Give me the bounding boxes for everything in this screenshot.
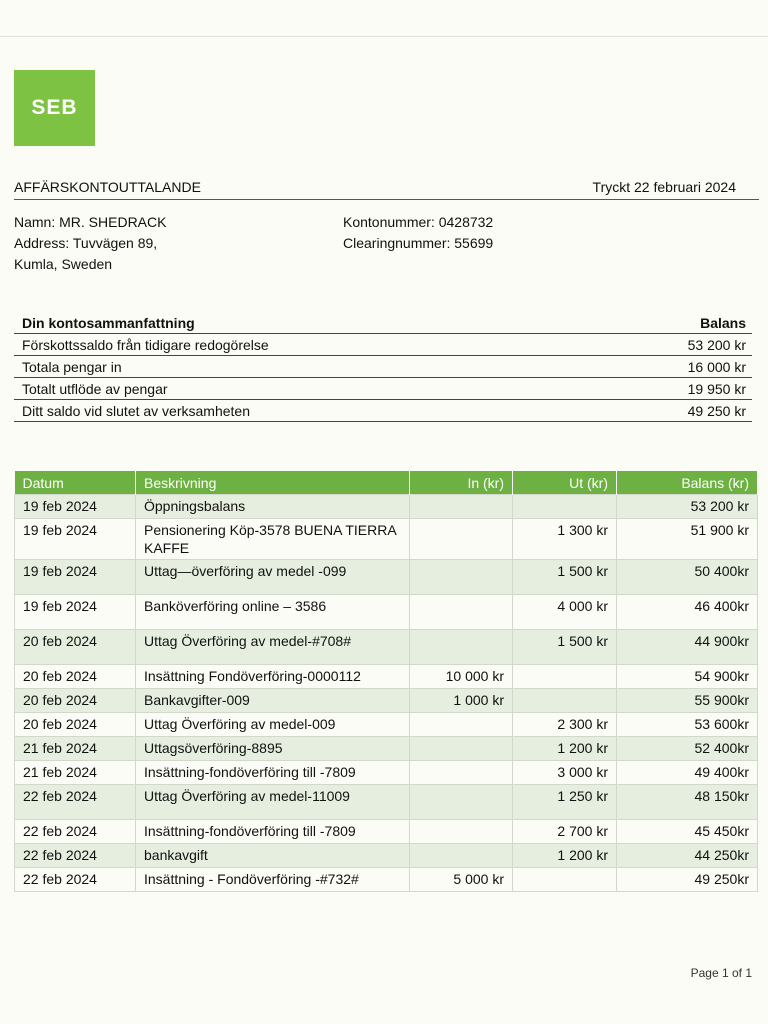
tx-description: Uttag Överföring av medel-11009 [136, 785, 410, 820]
tx-out: 1 300 kr [513, 519, 617, 560]
customer-address-line1: Address: Tuvvägen 89, [14, 235, 158, 251]
tx-in [410, 820, 513, 844]
tx-date: 20 feb 2024 [15, 630, 136, 665]
tx-balance: 55 900kr [617, 689, 758, 713]
summary-row [14, 400, 752, 422]
tx-out [513, 689, 617, 713]
tx-out: 1 250 kr [513, 785, 617, 820]
tx-balance: 44 250kr [617, 844, 758, 868]
tx-date: 20 feb 2024 [15, 713, 136, 737]
tx-in: 1 000 kr [410, 689, 513, 713]
tx-description: Uttag Överföring av medel-#708# [136, 630, 410, 665]
page-number: Page 1 of 1 [690, 966, 752, 980]
printed-date: Tryckt 22 februari 2024 [592, 179, 736, 195]
tx-out: 1 200 kr [513, 844, 617, 868]
tx-description: bankavgift [136, 844, 410, 868]
tx-in: 5 000 kr [410, 868, 513, 892]
statement-title: AFFÄRSKONTOUTTALANDE [14, 179, 201, 195]
customer-name: Namn: MR. SHEDRACK [14, 214, 167, 230]
tx-balance: 49 250kr [617, 868, 758, 892]
tx-in [410, 844, 513, 868]
tx-in [410, 761, 513, 785]
tx-description: Uttag—överföring av medel -099 [136, 560, 410, 595]
transaction-row [15, 868, 758, 892]
tx-description: Uttagsöverföring-8895 [136, 737, 410, 761]
transaction-row [15, 495, 758, 519]
tx-in [410, 630, 513, 665]
transaction-row [15, 713, 758, 737]
col-header-balance: Balans (kr) [617, 471, 758, 495]
seb-logo [14, 70, 95, 146]
transaction-row [15, 519, 758, 560]
tx-out [513, 868, 617, 892]
tx-out: 4 000 kr [513, 595, 617, 630]
tx-in [410, 713, 513, 737]
tx-date: 21 feb 2024 [15, 737, 136, 761]
transaction-row [15, 560, 758, 595]
tx-description: Banköverföring online – 3586 [136, 595, 410, 630]
transaction-row [15, 844, 758, 868]
tx-description: Insättning-fondöverföring till -7809 [136, 820, 410, 844]
tx-balance: 49 400kr [617, 761, 758, 785]
tx-out: 2 300 kr [513, 713, 617, 737]
tx-date: 20 feb 2024 [15, 689, 136, 713]
customer-info [14, 212, 166, 275]
summary-value: 19 950 kr [593, 378, 752, 400]
tx-out: 1 500 kr [513, 630, 617, 665]
summary-value: 53 200 kr [593, 334, 752, 356]
col-header-out: Ut (kr) [513, 471, 617, 495]
summary-value: 49 250 kr [593, 400, 752, 422]
tx-balance: 52 400kr [617, 737, 758, 761]
col-header-description: Beskrivning [136, 471, 410, 495]
summary-balance-header: Balans [593, 312, 752, 334]
transaction-row [15, 761, 758, 785]
summary-row [14, 334, 752, 356]
customer-address-line2: Kumla, Sweden [14, 256, 113, 272]
summary-label: Totalt utflöde av pengar [14, 378, 593, 400]
header-divider [14, 199, 759, 200]
col-header-date: Datum [15, 471, 136, 495]
tx-description: Insättning Fondöverföring-0000112 [136, 665, 410, 689]
tx-description: Uttag Överföring av medel-009 [136, 713, 410, 737]
tx-out: 2 700 kr [513, 820, 617, 844]
tx-out [513, 665, 617, 689]
summary-row [14, 356, 752, 378]
tx-description: Insättning - Fondöverföring -#732# [136, 868, 410, 892]
clearing-number: Clearingnummer: 55699 [343, 235, 494, 251]
summary-label: Förskottssaldo från tidigare redogörelse [14, 334, 593, 356]
summary-label: Totala pengar in [14, 356, 593, 378]
tx-description: Öppningsbalans [136, 495, 410, 519]
summary-title: Din kontosammanfattning [14, 312, 593, 334]
col-header-in: In (kr) [410, 471, 513, 495]
tx-balance: 46 400kr [617, 595, 758, 630]
tx-out [513, 495, 617, 519]
account-number: Kontonummer: 0428732 [343, 214, 494, 230]
account-info [343, 212, 493, 254]
top-divider [0, 36, 768, 37]
transactions-table [14, 471, 758, 892]
tx-in [410, 737, 513, 761]
tx-date: 20 feb 2024 [15, 665, 136, 689]
transaction-row [15, 785, 758, 820]
tx-balance: 45 450kr [617, 820, 758, 844]
tx-balance: 50 400kr [617, 560, 758, 595]
tx-balance: 53 600kr [617, 713, 758, 737]
tx-balance: 51 900 kr [617, 519, 758, 560]
tx-description: Bankavgifter-009 [136, 689, 410, 713]
tx-in [410, 495, 513, 519]
logo-text: SEB [31, 96, 78, 119]
tx-out: 1 200 kr [513, 737, 617, 761]
tx-date: 19 feb 2024 [15, 495, 136, 519]
tx-balance: 44 900kr [617, 630, 758, 665]
tx-date: 19 feb 2024 [15, 519, 136, 560]
transaction-row [15, 737, 758, 761]
tx-date: 22 feb 2024 [15, 868, 136, 892]
tx-description: Pensionering Köp-3578 BUENA TIERRA KAFFE [136, 519, 410, 560]
transaction-row [15, 630, 758, 665]
tx-date: 19 feb 2024 [15, 560, 136, 595]
summary-row [14, 378, 752, 400]
transaction-row [15, 689, 758, 713]
tx-balance: 54 900kr [617, 665, 758, 689]
account-summary-table [14, 312, 752, 422]
transaction-row [15, 595, 758, 630]
tx-date: 22 feb 2024 [15, 785, 136, 820]
summary-label: Ditt saldo vid slutet av verksamheten [14, 400, 593, 422]
tx-in [410, 785, 513, 820]
transaction-row [15, 665, 758, 689]
tx-in [410, 560, 513, 595]
tx-date: 21 feb 2024 [15, 761, 136, 785]
tx-in [410, 519, 513, 560]
summary-header-row [14, 312, 752, 334]
tx-out: 1 500 kr [513, 560, 617, 595]
tx-description: Insättning-fondöverföring till -7809 [136, 761, 410, 785]
summary-value: 16 000 kr [593, 356, 752, 378]
tx-date: 22 feb 2024 [15, 844, 136, 868]
tx-in [410, 595, 513, 630]
tx-date: 22 feb 2024 [15, 820, 136, 844]
tx-in: 10 000 kr [410, 665, 513, 689]
tx-balance: 48 150kr [617, 785, 758, 820]
tx-balance: 53 200 kr [617, 495, 758, 519]
transactions-header-row [15, 471, 758, 495]
tx-date: 19 feb 2024 [15, 595, 136, 630]
transaction-row [15, 820, 758, 844]
tx-out: 3 000 kr [513, 761, 617, 785]
